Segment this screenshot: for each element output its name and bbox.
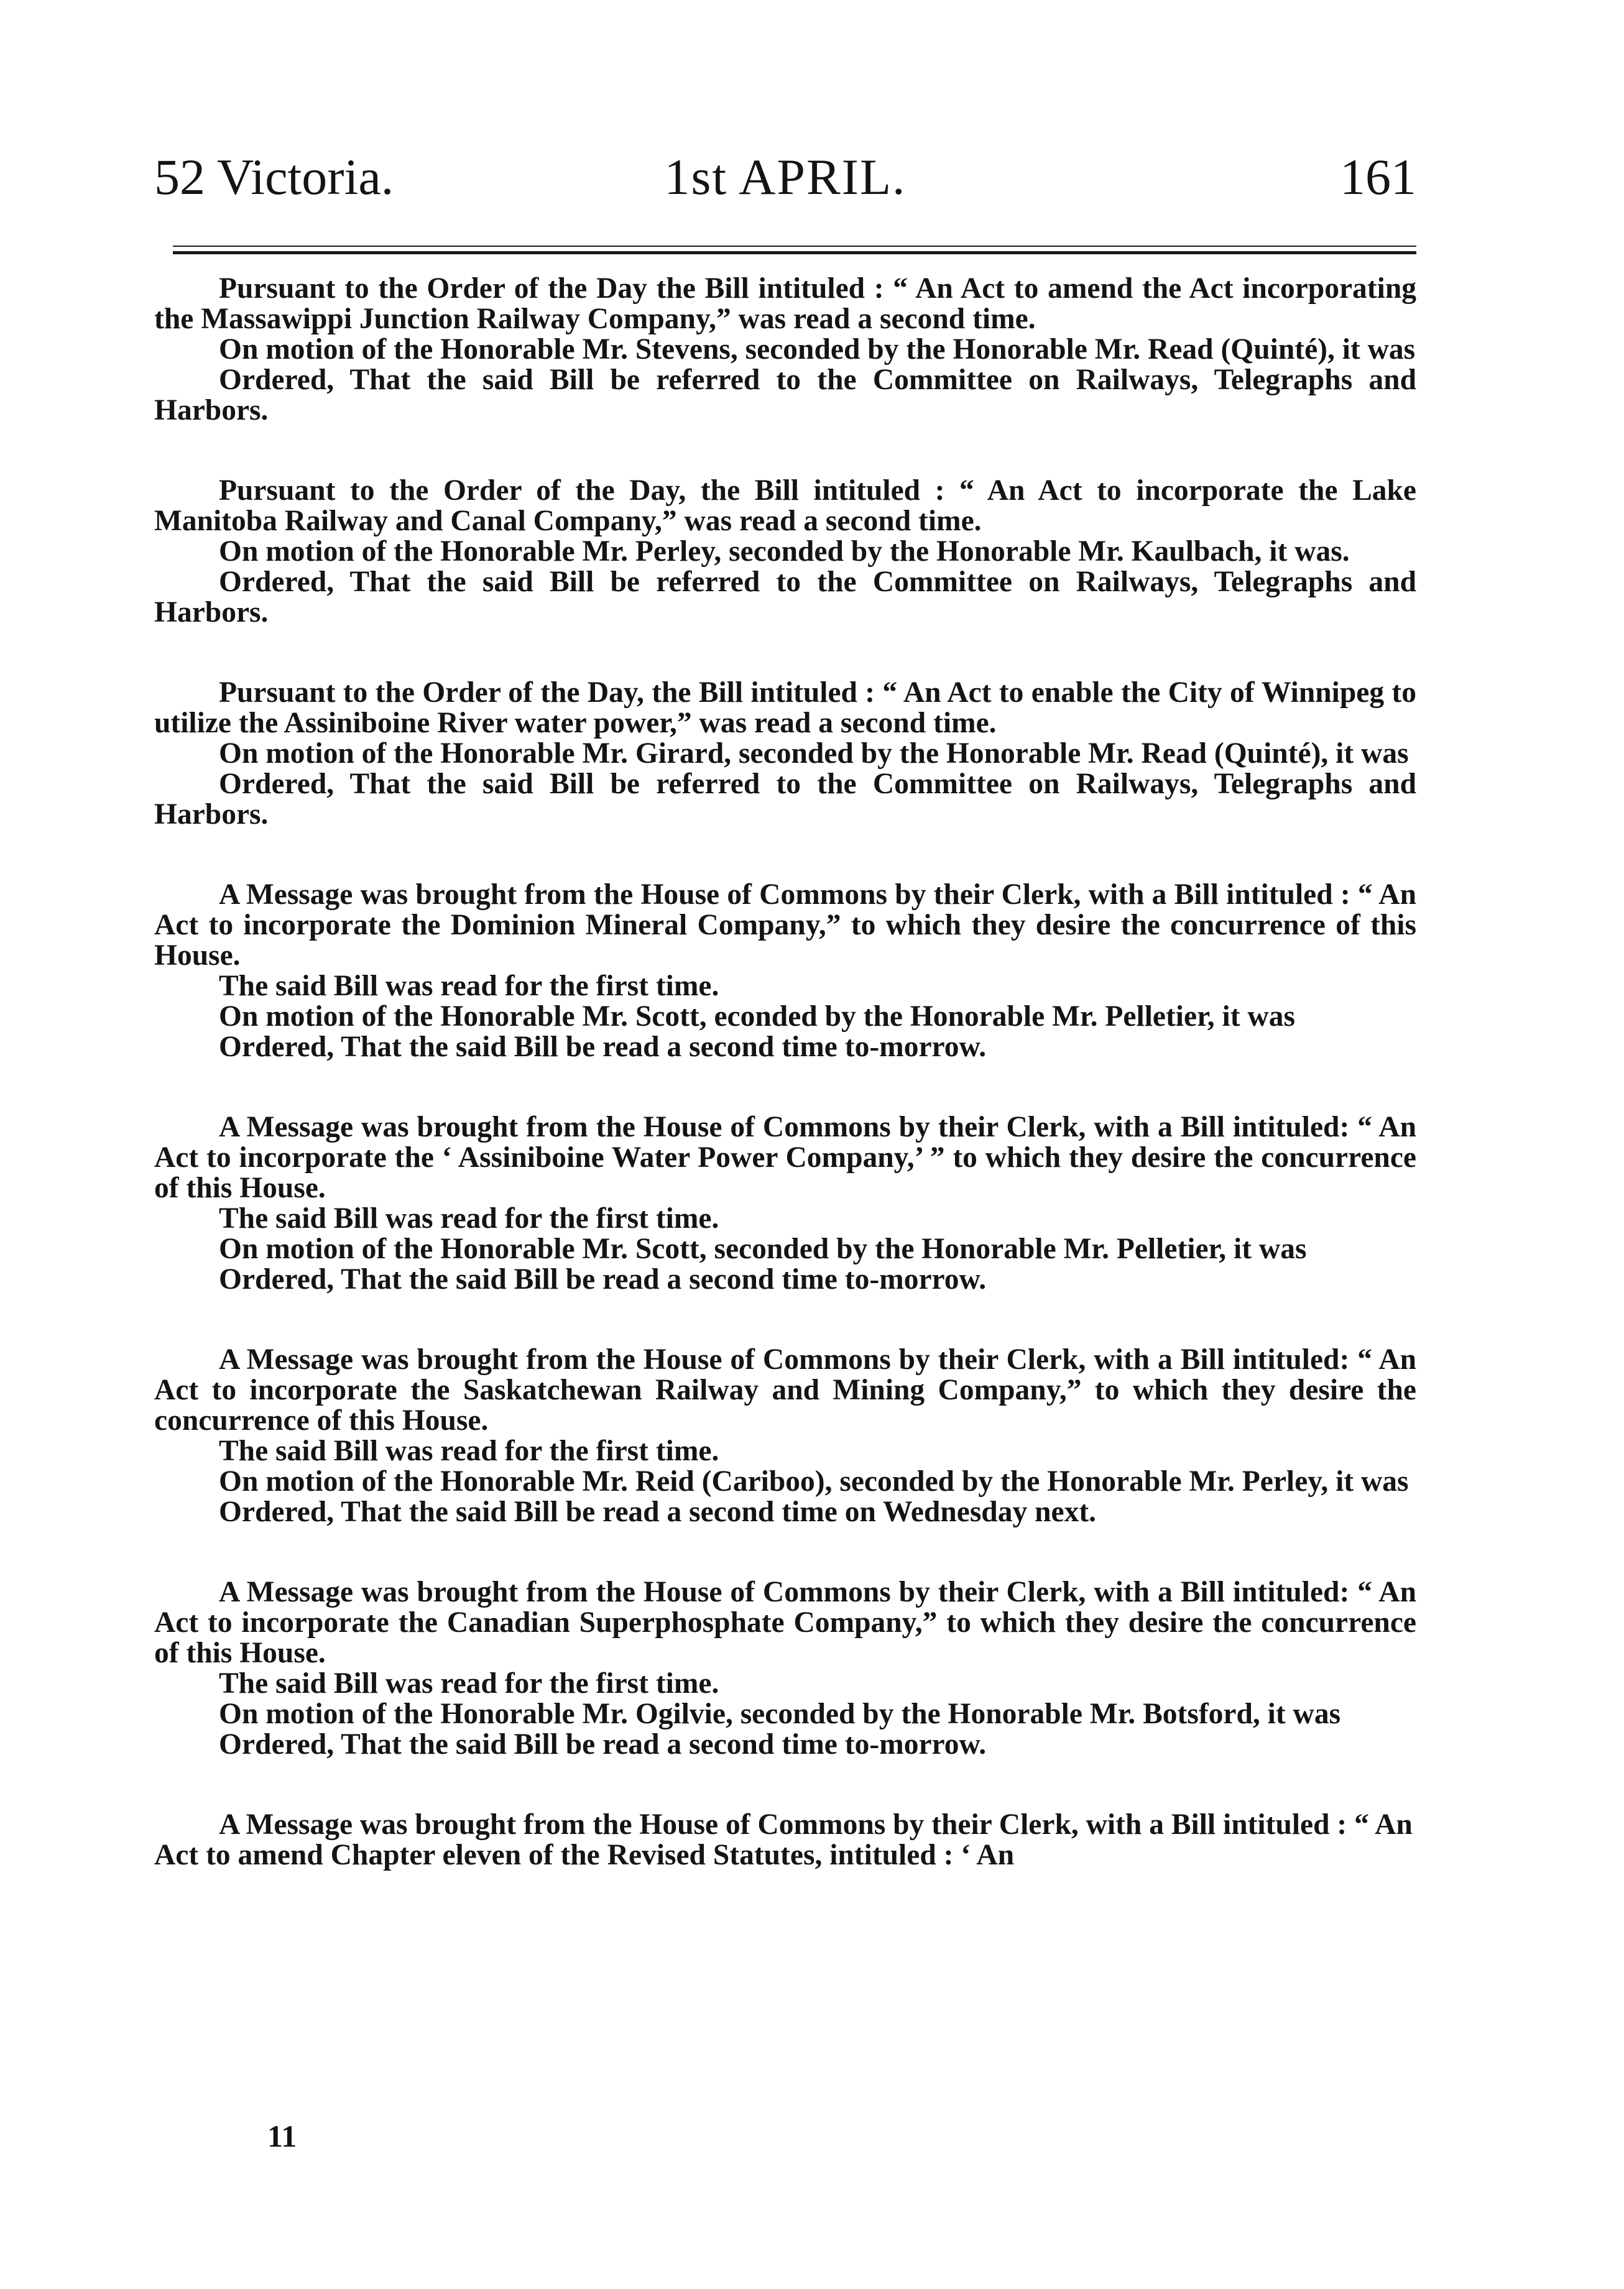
entry-message: A Message was brought from the House of Commons by their Clerk, with a Bill intituled: “ An Act to incorporate the ‘ Assiniboine Water Power Company,’ ” to which they desire the concurrence of this House.: [154, 1111, 1416, 1204]
entry-dominion-mineral-message: [154, 880, 1416, 1062]
header-rule-thick: [173, 251, 1416, 254]
journal-body: [154, 274, 1416, 1871]
entry-order: Ordered, That the said Bill be read a second time to-morrow.: [219, 1031, 987, 1063]
entry-message: A Message was brought from the House of Commons by their Clerk, with a Bill intituled: “ An Act to incorporate the Saskatchewan Railway and Mining Company,” to which they desire the concurrence of this House.: [154, 1343, 1416, 1437]
entry-motion: On motion of the Honorable Mr. Perley, seconded by the Honorable Mr. Kaulbach, it was.: [219, 535, 1350, 568]
entry-motion: On motion of the Honorable Mr. Reid (Cariboo), seconded by the Honorable Mr. Perley, it was: [219, 1465, 1409, 1498]
entry-superphosphate-message: [154, 1577, 1416, 1760]
entry-winnipeg-bill: [154, 678, 1416, 830]
entry-first-reading: The said Bill was read for the first time.: [219, 1435, 719, 1467]
entry-reading: Pursuant to the Order of the Day, the Bill intituled : “ An Act to enable the City of Winnipeg to utilize the Assiniboine River water power,” was read a second time.: [154, 676, 1416, 739]
signature-mark: 11: [267, 2119, 297, 2153]
entry-motion: On motion of the Honorable Mr. Scott, seconded by the Honorable Mr. Pelletier, it was: [219, 1233, 1307, 1265]
entry-motion: On motion of the Honorable Mr. Ogilvie, seconded by the Honorable Mr. Botsford, it was: [219, 1698, 1341, 1730]
entry-order: Ordered, That the said Bill be referred to the Committee on Railways, Telegraphs and Harbors.: [154, 768, 1416, 831]
entry-motion: On motion of the Honorable Mr. Scott, econded by the Honorable Mr. Pelletier, it was: [219, 1000, 1295, 1033]
entry-motion: On motion of the Honorable Mr. Girard, seconded by the Honorable Mr. Read (Quinté), it was: [219, 737, 1409, 770]
entry-assiniboine-water-message: [154, 1112, 1416, 1295]
header-session: 52 Victoria.: [154, 149, 394, 205]
entry-first-reading: The said Bill was read for the first time.: [219, 970, 719, 1002]
entry-saskatchewan-message: [154, 1345, 1416, 1527]
page-number: 161: [1340, 149, 1416, 205]
entry-message: A Message was brought from the House of Commons by their Clerk, with a Bill intituled: “ An Act to incorporate the Canadian Superphosphate Company,” to which they desire the concurrence of this House.: [154, 1576, 1416, 1669]
entry-revised-statutes-message: [154, 1810, 1416, 1871]
entry-order: Ordered, That the said Bill be read a second time on Wednesday next.: [219, 1496, 1097, 1528]
entry-reading: Pursuant to the Order of the Day the Bill intituled : “ An Act to amend the Act incorporating the Massawippi Junction Railway Company,” was read a second time.: [154, 272, 1416, 335]
header-rule-thin: [173, 246, 1416, 247]
entry-lake-manitoba-bill: [154, 476, 1416, 628]
header-date: 1st APRIL.: [664, 149, 907, 205]
entry-first-reading: The said Bill was read for the first time.: [219, 1667, 719, 1700]
entry-massawippi-bill: [154, 274, 1416, 426]
entry-order: Ordered, That the said Bill be referred to the Committee on Railways, Telegraphs and Harbors.: [154, 566, 1416, 629]
entry-order: Ordered, That the said Bill be read a second time to-morrow.: [219, 1728, 987, 1761]
entry-motion: On motion of the Honorable Mr. Stevens, seconded by the Honorable Mr. Read (Quinté), it was: [219, 333, 1416, 366]
page-header: [154, 143, 1416, 218]
entry-first-reading: The said Bill was read for the first time.: [219, 1202, 719, 1235]
entry-reading: Pursuant to the Order of the Day, the Bill intituled : “ An Act to incorporate the Lake Manitoba Railway and Canal Company,” was read a second time.: [154, 474, 1416, 537]
entry-order: Ordered, That the said Bill be read a second time to-morrow.: [219, 1263, 987, 1296]
entry-order: Ordered, That the said Bill be referred to the Committee on Railways, Telegraphs and Harbors.: [154, 364, 1416, 426]
entry-message-continued: A Message was brought from the House of Commons by their Clerk, with a Bill intituled : “ An Act to amend Chapter eleven of the Revised Statutes, intituled : ‘ An: [154, 1808, 1413, 1871]
entry-message: A Message was brought from the House of Commons by their Clerk, with a Bill intituled : “ An Act to incorporate the Dominion Mineral Company,” to which they desire the concurrence of this House.: [154, 878, 1416, 972]
